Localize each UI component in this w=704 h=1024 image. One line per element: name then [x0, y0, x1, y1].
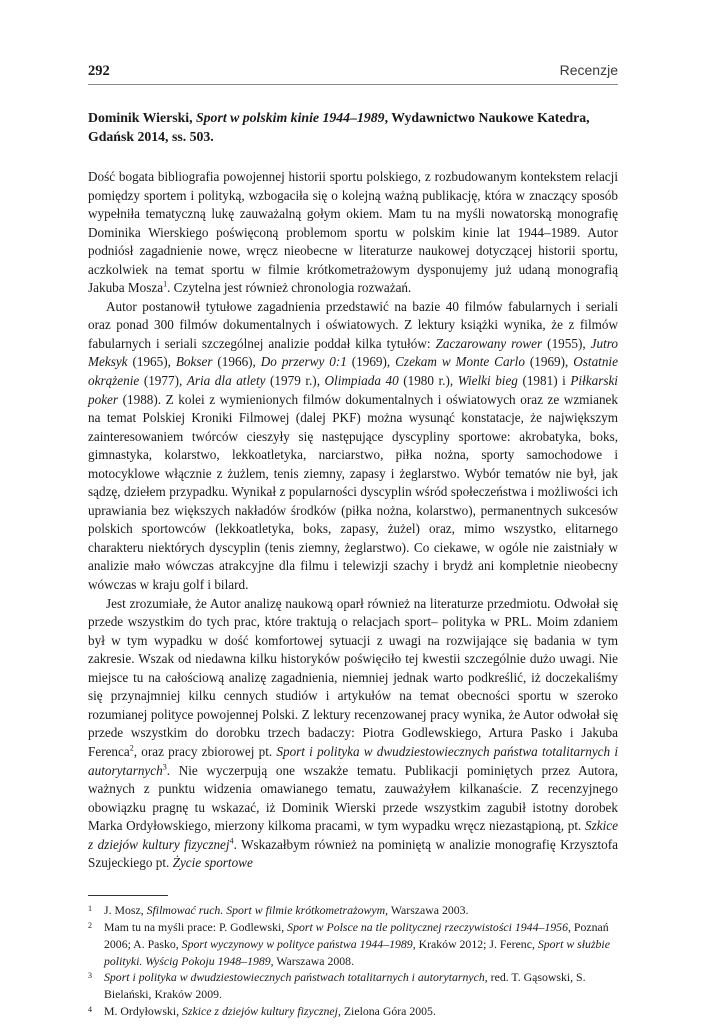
text-run: (1988). Z kolei z wymienionych filmów dokumentalnych i oświatowych oraz ze wzmianek na temat Polskiej Kroniki Filmowej (dalej PKF) można wysunąć konstatacje, że największym zainteresowaniem twórców cieszyły się następujące dyscypliny sportowe: akrobatyka, boks, gimnastyka, kolarstwo, lekkoatletyka, narciarstwo, piłka nożna, sporty samochodowe i motocyklowe włącznie z żużlem, tenis ziemny, zapasy i żeglarstwo. Wybór tematów nie był, jak sądzę, dziełem przypadku. Wynikał z popularności dyscyplin wśród społeczeństwa i możliwości ich uprawiania bez większych nakładów środków (piłka nożna, kolarstwo), permanentnych sukcesów polskich sportowców (lekkoatletyka, boks, zapasy, żużel) oraz, mimo wszystko, elitarnego charakteru niektórych dyscyplin (tenis ziemny, żeglarstwo). Co ciekawe, w ogóle nie zaistniały w analizie mało wówczas atrakcyjne dla filmu i telewizji szachy i brydż ani kompletnie nieobecny wówczas w kraju golf i bilard. [88, 391, 618, 593]
text-run: , oraz pracy zbiorowej pt. [133, 743, 277, 759]
footnote-separator [88, 895, 168, 896]
footnote-number: 2 [88, 920, 92, 930]
footnote-ref-1[interactable]: 1 [163, 279, 168, 289]
reviewed-book-title: Sport w polskim kinie 1944–1989 [195, 110, 385, 125]
work-title: Sport w Polsce na tle politycznej rzeczywistości 1944–1956 [287, 919, 568, 934]
text-run: (1969), [524, 354, 574, 370]
book-page [88, 62, 618, 1020]
film-title: Aria dla atlety [186, 373, 266, 389]
text-run: (1955), [542, 335, 591, 351]
text-run: , Kraków 2012; J. Ferenc, [412, 936, 538, 951]
film-title: Bokser [175, 354, 213, 370]
film-title: Ostatnie okrążenie [88, 354, 618, 389]
footnote-number: 1 [88, 903, 92, 913]
work-title: Życie sportowe [172, 855, 253, 871]
text-run: . Nie wyczerpują one wszakże tematu. Publikacji pominiętych przez Autora, ważnych z punktu widzenia omawianego tematu, zauważyłem kilkanaście. Z recenzyjnego obowiązku pragnę tu wskazać, iż Dominik Wierski przede wszystkim zagubił istotny dorobek Marka Ordyłowskiego, mierzony kilkoma pracami, w tym wypadku wręcz niezastąpioną, pt. [88, 762, 618, 834]
film-title: Wielki bieg [457, 373, 518, 389]
text-run: (1965), [127, 354, 176, 370]
work-title: Sport i polityka w dwudziestowiecznych państwach totalitarnych i autorytarnych [104, 970, 485, 985]
footnote-text [104, 919, 618, 970]
text-run: J. Mosz, [104, 902, 147, 917]
text-run: (1979 r.), [265, 373, 325, 389]
paragraph-1 [88, 168, 618, 298]
text-run: , red. T. Gąsowski, S. Bielański, Kraków 2009. [104, 970, 586, 1002]
reviewed-book-publisher: , Wydawnictwo Naukowe Katedra, Gdańsk 2014, ss. 503. [88, 110, 590, 144]
text-run: (1980 r.), [398, 373, 458, 389]
footnote-text [104, 902, 618, 919]
review-body [88, 168, 618, 873]
text-run: (1966), [212, 354, 261, 370]
review-bibliographic-header [88, 109, 618, 146]
text-run: (1977), [139, 373, 187, 389]
work-title: Sport wyczynowy w polityce państwa 1944–1989 [181, 936, 413, 951]
footnote-1 [88, 902, 618, 919]
footnote-text [104, 969, 618, 1003]
text-run: , Poznań 2006; A. Pasko, [104, 919, 609, 951]
text-run: , Zielona Góra 2005. [337, 1004, 436, 1019]
paragraph-3 [88, 595, 618, 873]
section-name: Recenzje [559, 62, 618, 78]
text-run: Jest zrozumiałe, że Autor analizę naukową oparł również na literaturze przedmiotu. Odwołał się przede wszystkim do tych prac, które traktują o relacjach sport– polityka w PRL. Moim zdaniem był w tym wypadku w dość komfortowej sytuacji z uwagi na rozwijające się badania w tym zakresie. Wszak od niedawna kilku historyków poświęciło tej kwestii szczególnie dużo uwagi. Nie miejsce tu na całościową analizę zagadnienia, niemniej jednak warto podkreślić, iż doczekaliśmy się przynajmniej kilku cennych studiów i artykułów na temat obecności sportu w szeroko rozumianej polityce powojennej Polski. Z lektury recenzowanej pracy wynika, że Autor odwołał się przede wszystkim do dorobku trzech badaczy: Piotra Godlewskiego, Artura Pasko i Jakuba Ferenca [88, 595, 618, 759]
text-run: Autor postanowił tytułowe zagadnienia przedstawić na bazie 40 filmów fabularnych i seriali oraz ponad 300 filmów dokumentalnych i oświatowych. Z lektury książki wynika, że z filmów fabularnych i seriali szczególnej analizie poddał kilka tytułów: [88, 298, 618, 351]
text-run: , Warszawa 2003. [385, 902, 469, 917]
footnote-ref-4[interactable]: 4 [229, 836, 234, 846]
footnote-2 [88, 919, 618, 970]
work-title: Sfilmować ruch. Sport w filmie krótkometrażowym [146, 902, 386, 917]
text-run: (1981) i [517, 373, 571, 389]
film-title: Do przerwy 0:1 [260, 354, 347, 370]
text-run: Dość bogata bibliografia powojennej historii sportu polskiego, z rozbudowanym kontekstem relacji pomiędzy sportem i polityką, wzbogaciła się o kolejną ważną publikację, która w znaczący sposób wypełniła tematyczną lukę zauważalną gołym okiem. Mam tu na myśli nowatorską monografię Dominika Wierskiego poświęconą problemom sportu w polskim kinie lat 1944–1989. Autor podniósł zagadnienie nowe, wręcz nieobecne w literaturze naukowej dotyczącej historii sportu, aczkolwiek na temat sportu w filmie krótkometrażowym dysponujemy już udaną monografią Jakuba Mosza [88, 169, 618, 296]
footnote-4 [88, 1003, 618, 1020]
paragraph-2 [88, 298, 618, 595]
footnotes [88, 902, 618, 1020]
film-title: Zaczarowany rower [435, 335, 543, 351]
text-run: , Warszawa 2008. [270, 953, 355, 968]
film-title: Czekam w Monte Carlo [395, 354, 525, 370]
film-title: Jutro Meksyk [88, 335, 618, 370]
running-head [88, 62, 618, 85]
footnote-number: 4 [88, 1005, 92, 1015]
footnote-3 [88, 969, 618, 1003]
film-title: Olimpiada 40 [324, 373, 399, 389]
text-run: (1969), [346, 354, 396, 370]
footnote-text [104, 1003, 618, 1020]
text-run: M. Ordyłowski, [104, 1004, 182, 1019]
reviewed-book-author: Dominik Wierski, [88, 110, 196, 125]
footnote-ref-2[interactable]: 2 [129, 743, 134, 753]
text-run: . Wskazałbym również na pominiętą w analizie monografię Krzysztofa Szujeckiego pt. [88, 836, 618, 871]
footnote-number: 3 [88, 971, 92, 981]
film-title: Piłkarski poker [88, 373, 618, 407]
work-title: Sport w służbie polityki. Wyścig Pokoju 1948–1989 [104, 936, 610, 968]
text-run: . Czytelna jest również chronologia rozważań. [167, 280, 412, 296]
work-title: Sport i polityka w dwudziestowiecznych państwa totalitarnych i autorytarnych [88, 743, 618, 778]
footnote-ref-3[interactable]: 3 [162, 762, 167, 772]
page-number: 292 [88, 63, 110, 79]
work-title: Szkice z dziejów kultury fizycznej [182, 1004, 338, 1019]
work-title: Szkice z dziejów kultury fizycznej [88, 818, 618, 852]
text-run: Mam tu na myśli prace: P. Godlewski, [104, 919, 288, 934]
